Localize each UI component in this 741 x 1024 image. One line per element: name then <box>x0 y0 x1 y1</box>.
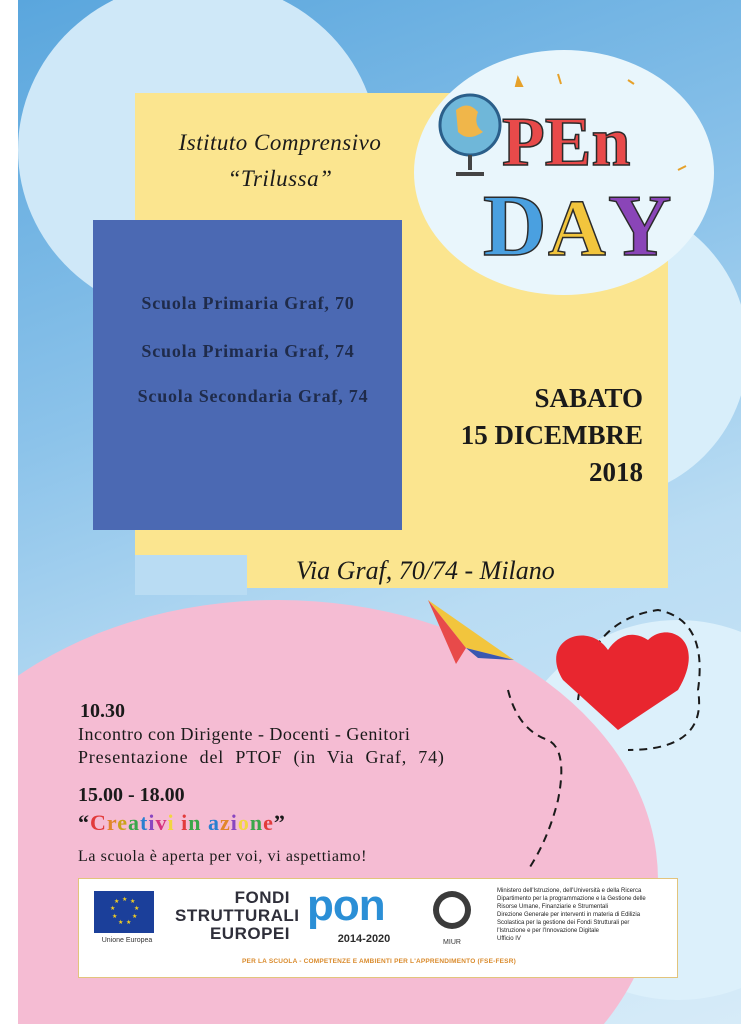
creativi-letter: r <box>106 810 118 835</box>
ministry-line: Ministero dell'Istruzione, dell'Università e della Ricerca <box>497 888 642 894</box>
program-time-1: 10.30 <box>80 700 125 722</box>
ministry-line: Dipartimento per la programmazione e la Gestione delle <box>497 896 646 902</box>
institute-line-1: Istituto Comprensivo <box>178 130 382 155</box>
ministry-line: Risorse Umane, Finanziarie e Strumentali <box>497 904 609 910</box>
day-letters: Y <box>608 178 672 270</box>
creativi-letter: i <box>230 810 238 835</box>
school-item: Scuola Secondaria Graf, 74 <box>137 386 369 406</box>
creativi-letter: i <box>181 810 189 835</box>
eu-label: Unione Europea <box>101 937 153 944</box>
ministry-line: Direzione Generale per interventi in materia di Edilizia <box>497 912 641 918</box>
creativi-letter: n <box>188 810 202 835</box>
creativi-letter: C <box>90 810 107 835</box>
open-letters-pen: PEn <box>502 104 631 181</box>
svg-text:★: ★ <box>122 896 128 903</box>
svg-text:★: ★ <box>114 898 120 905</box>
schools-panel <box>93 220 402 530</box>
pon-years: 2014-2020 <box>337 933 391 945</box>
fondi-line: FONDI <box>234 888 290 907</box>
event-day: SABATO <box>534 383 643 413</box>
svg-text:★: ★ <box>118 919 124 926</box>
svg-text:★: ★ <box>132 913 138 920</box>
globe-icon <box>440 95 500 174</box>
svg-text:★: ★ <box>112 913 118 920</box>
italian-emblem-icon <box>433 891 471 929</box>
event-address: Via Graf, 70/74 - Milano <box>296 556 555 585</box>
svg-text:★: ★ <box>126 919 132 926</box>
creativi-letter: z <box>219 810 231 835</box>
creativi-title <box>78 810 286 836</box>
creativi-letter: v <box>155 810 168 835</box>
creativi-letter: n <box>249 810 264 835</box>
ministry-text <box>497 887 677 943</box>
svg-text:★: ★ <box>110 905 116 912</box>
heart-icon <box>556 632 689 730</box>
yellow-panel-notch <box>135 555 247 595</box>
event-year: 2018 <box>589 457 643 487</box>
event-date <box>413 380 643 491</box>
fondi-line: STRUTTURALI <box>175 906 300 925</box>
school-item: Scuola Primaria Graf, 70 <box>141 293 355 313</box>
ministry-line: Ufficio IV <box>497 936 521 942</box>
creativi-letter: a <box>128 810 141 835</box>
miur-label: MIUR <box>443 939 461 946</box>
open-day-logo <box>428 70 703 270</box>
program-line-2: Presentazione del PTOF (in Via Graf, 74) <box>78 747 445 767</box>
creativi-letter: “ <box>78 810 90 835</box>
day-letters: A <box>548 185 606 270</box>
institute-name <box>150 125 410 197</box>
pon-logo: pon <box>307 881 385 930</box>
program-line-1: Incontro con Dirigente - Docenti - Genitori <box>78 724 411 744</box>
fondi-line: EUROPEI <box>209 924 290 943</box>
creativi-letter: o <box>237 810 250 835</box>
pon-footer <box>78 878 678 978</box>
creativi-letter: a <box>207 810 220 835</box>
svg-text:★: ★ <box>130 898 136 905</box>
creativi-letter: i <box>148 810 156 835</box>
creativi-letter: e <box>117 810 129 835</box>
ministry-line: l'Istruzione e per l'Innovazione Digitale <box>497 928 600 934</box>
eu-flag-icon <box>94 891 154 933</box>
event-date-text: 15 DICEMBRE <box>460 420 643 450</box>
pon-tagline: PER LA SCUOLA - COMPETENZE E AMBIENTI PER L'APPRENDIMENTO (FSE-FESR) <box>242 958 516 965</box>
school-item: Scuola Primaria Graf, 74 <box>141 341 355 361</box>
heart-trail <box>458 600 718 890</box>
program-time-2: 15.00 - 18.00 <box>78 784 185 806</box>
creativi-letter: i <box>167 810 175 835</box>
day-letters: D <box>483 178 547 270</box>
closing-message: La scuola è aperta per voi, vi aspettiamo! <box>78 848 368 865</box>
creativi-letter: e <box>263 810 274 835</box>
fondi-strutturali-logo <box>175 888 300 943</box>
institute-line-2: “Trilussa” <box>227 166 333 191</box>
poster <box>18 0 741 1024</box>
svg-text:★: ★ <box>134 905 140 912</box>
ministry-line: Scolastica per la gestione dei Fondi Strutturali per <box>497 920 630 926</box>
creativi-letter: ” <box>273 810 286 835</box>
creativi-letter: t <box>140 810 149 835</box>
